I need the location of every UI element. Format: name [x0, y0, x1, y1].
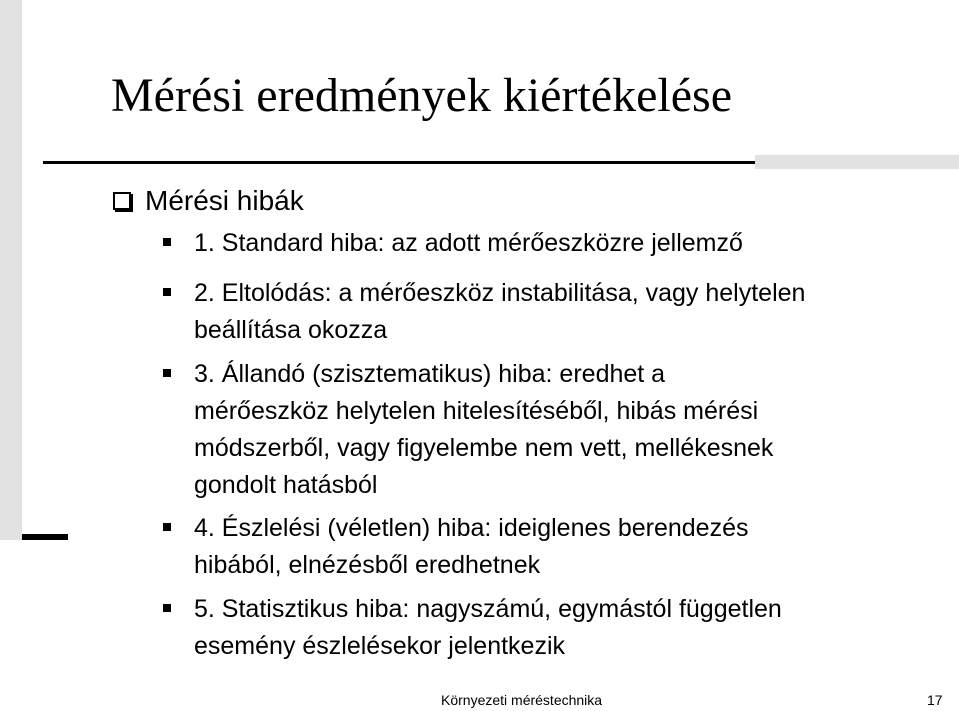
title-divider-accent: [755, 155, 959, 169]
list-item-text: 4. Észlelési (véletlen) hiba: ideiglenes berendezés hibából, elnézésből eredhetnek: [194, 514, 749, 579]
title-divider: [43, 161, 759, 164]
square-bullet-icon: [163, 523, 171, 531]
page-number: 17: [927, 692, 943, 708]
slide-title: Mérési eredmények kiértékelése: [111, 69, 733, 122]
list-item: [160, 510, 900, 584]
left-decor-bar: [0, 0, 22, 540]
checkbox-icon: [113, 192, 131, 210]
square-bullet-icon: [163, 288, 171, 296]
square-bullet-icon: [163, 369, 171, 377]
list-item: [160, 591, 900, 665]
list-item-text: 5. Statisztikus hiba: nagyszámú, egymástól független esemény észlelésekor jelentkezik: [194, 595, 782, 660]
list-item-text: 3. Állandó (szisztematikus) hiba: eredhet a mérőeszköz helytelen hitelesítéséből, hibás mérési módszerből, vagy figyelembe nem vett, mellékesnek gondolt hatásból: [194, 360, 774, 499]
section-heading: [113, 184, 304, 218]
square-bullet-icon: [163, 238, 171, 246]
list-item: [160, 275, 900, 349]
section-heading-label: Mérési hibák: [145, 185, 304, 216]
left-decor-accent: [22, 534, 68, 540]
list-item: [160, 225, 900, 262]
list-item-text: 2. Eltolódás: a mérőeszköz instabilitása, vagy helytelen beállítása okozza: [194, 279, 806, 344]
list-item-text: 1. Standard hiba: az adott mérőeszközre jellemző: [194, 229, 743, 257]
square-bullet-icon: [163, 604, 171, 612]
list-item: [160, 356, 900, 504]
footer-title: Környezeti méréstechnika: [441, 692, 603, 708]
